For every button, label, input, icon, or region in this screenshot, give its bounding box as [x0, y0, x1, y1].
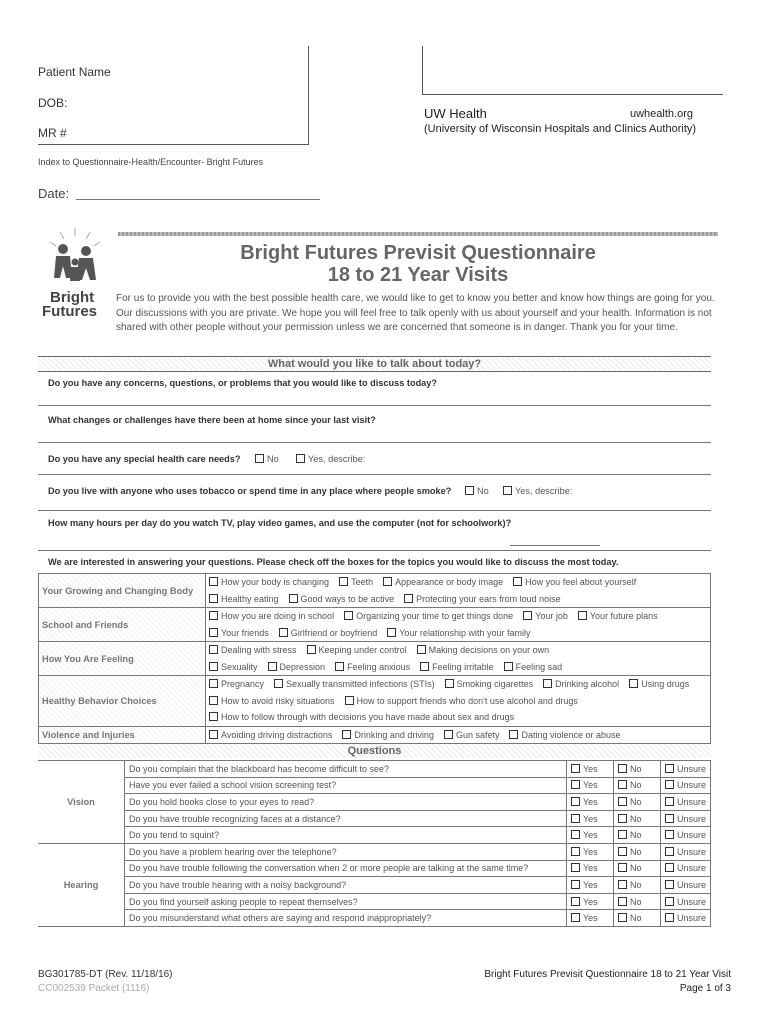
answer-label: Yes [582, 913, 598, 924]
topic-option-label: Sexuality [221, 661, 258, 672]
checkbox-icon[interactable] [296, 454, 305, 463]
topic-option-label: Dealing with stress [221, 645, 297, 655]
answer-option[interactable] [566, 777, 613, 794]
question-concerns: Do you have any concerns, questions, or problems that you would like to discuss today? [48, 378, 438, 388]
checkbox-icon[interactable] [209, 696, 218, 705]
patient-name-label: Patient Name [38, 65, 111, 79]
topic-option-label: Feeling sad [515, 661, 563, 672]
answer-label: No [629, 796, 642, 807]
topic-row [39, 726, 711, 744]
answer-label: Unsure [676, 896, 706, 907]
topic-options [206, 608, 711, 642]
answer-label: Unsure [676, 863, 706, 874]
topic-option[interactable] [209, 645, 297, 655]
answer-option[interactable] [613, 794, 660, 811]
answer-label: Yes [582, 813, 598, 824]
topic-option[interactable] [289, 594, 395, 604]
topic-options [206, 574, 711, 608]
topic-option-label: Teeth [351, 577, 374, 587]
checkbox-icon[interactable] [345, 696, 354, 705]
checkbox-icon[interactable] [665, 780, 674, 789]
checkbox-icon[interactable] [335, 662, 344, 671]
checkbox-icon[interactable] [571, 764, 580, 773]
topic-option-label: Your future plans [589, 611, 658, 621]
topic-option-label: Appearance or body image [395, 577, 504, 587]
answer-label: Yes [582, 763, 598, 774]
topic-line [209, 625, 707, 642]
answer-label: No [629, 780, 642, 791]
question-screen-time: How many hours per day do you watch TV, play video games, and use the computer (not for schoolwork)? [48, 518, 512, 528]
topic-option-label: Your friends [221, 627, 269, 638]
answer-label: No [629, 896, 642, 907]
topic-option[interactable] [274, 679, 435, 689]
checkbox-icon[interactable] [571, 897, 580, 906]
answer-label: Yes [582, 846, 598, 857]
checkbox-icon[interactable] [665, 880, 674, 889]
mr-label: MR # [38, 126, 67, 140]
answer-label: Unsure [676, 913, 706, 924]
topic-option-label: How your body is changing [221, 577, 330, 587]
special-needs-no-label: No [267, 454, 279, 464]
question-row [38, 794, 711, 811]
topic-category: Your Growing and Changing Body [39, 574, 206, 608]
checkbox-icon[interactable] [578, 611, 587, 620]
topic-option-label: How you feel about yourself [525, 577, 637, 587]
answer-option[interactable] [613, 761, 660, 778]
answer-option[interactable] [613, 843, 660, 860]
checkbox-icon[interactable] [444, 730, 453, 739]
checkbox-icon[interactable] [618, 830, 627, 839]
topics-table [38, 573, 711, 744]
topic-line [209, 676, 707, 693]
logo-text-line2: Futures [42, 303, 98, 320]
answer-option[interactable] [566, 810, 613, 827]
answer-option[interactable] [566, 843, 613, 860]
answer-option[interactable] [566, 794, 613, 811]
topic-option[interactable] [509, 730, 620, 740]
checkbox-icon[interactable] [209, 628, 218, 637]
checkbox-icon[interactable] [387, 628, 396, 637]
answer-label: No [629, 846, 642, 857]
topic-option-label: Using drugs [641, 679, 690, 689]
question-home-changes: What changes or challenges have there been at home since your last visit? [48, 415, 376, 425]
checkbox-icon[interactable] [618, 764, 627, 773]
logo-text-line1: Bright [50, 289, 95, 306]
checkbox-icon[interactable] [665, 913, 674, 922]
topic-option[interactable] [345, 696, 578, 706]
screen-time-field[interactable] [510, 545, 600, 546]
answer-label: Unsure [676, 879, 706, 890]
topic-category: How You Are Feeling [39, 642, 206, 676]
question-text: Do you have a problem hearing over the telephone? [125, 843, 567, 860]
checkbox-icon[interactable] [509, 730, 518, 739]
topic-option-label: Your job [535, 611, 568, 621]
topic-option[interactable] [383, 577, 503, 587]
topic-option[interactable] [307, 645, 407, 655]
checkbox-icon[interactable] [571, 780, 580, 789]
questions-heading: Questions [38, 744, 711, 758]
topic-row [39, 676, 711, 727]
org-name: UW Health [424, 106, 487, 121]
topic-option[interactable] [404, 594, 561, 604]
answer-option[interactable] [613, 777, 660, 794]
topic-option[interactable] [543, 679, 619, 689]
topic-line [209, 693, 707, 710]
page-number: Page 1 of 3 [679, 983, 731, 994]
checkbox-icon[interactable] [465, 486, 474, 495]
answer-label: Yes [582, 863, 598, 874]
topic-option-label: Sexually transmitted infections (STIs) [286, 679, 435, 689]
checkbox-icon[interactable] [404, 594, 413, 603]
topic-option-label: Smoking cigarettes [456, 679, 534, 689]
answer-option[interactable] [660, 777, 710, 794]
checkbox-icon[interactable] [665, 814, 674, 823]
checkbox-icon[interactable] [417, 645, 426, 654]
answer-label: No [629, 830, 642, 841]
answer-option[interactable] [613, 810, 660, 827]
question-row [38, 910, 711, 927]
topic-line [209, 591, 707, 608]
topic-option-label: Feeling anxious [347, 661, 411, 672]
topic-option-label: Avoiding driving distractions [221, 729, 333, 740]
checkbox-icon[interactable] [571, 863, 580, 872]
topic-option[interactable] [209, 696, 335, 706]
question-category: Vision [38, 761, 125, 844]
topic-option[interactable] [445, 679, 534, 689]
checkbox-icon[interactable] [571, 814, 580, 823]
org-box [422, 46, 723, 95]
answer-option[interactable] [660, 877, 710, 894]
footer-title: Bright Futures Previsit Questionnaire 18 to 21 Year Visit [484, 969, 731, 980]
question-text: Do you hold books close to your eyes to read? [125, 794, 567, 811]
topic-options [206, 642, 711, 676]
checkbox-icon[interactable] [571, 830, 580, 839]
family-icon [42, 226, 108, 286]
topic-option[interactable] [209, 594, 279, 604]
answer-option[interactable] [613, 877, 660, 894]
topic-line [209, 727, 707, 744]
question-text: Do you have trouble hearing with a noisy background? [125, 877, 567, 894]
topic-option[interactable] [444, 730, 500, 740]
question-row [38, 810, 711, 827]
patient-info-box [38, 46, 309, 145]
topic-option[interactable] [209, 628, 269, 638]
topic-option[interactable] [344, 611, 513, 621]
topic-option-label: Healthy eating [221, 593, 279, 604]
checkbox-icon[interactable] [209, 712, 218, 721]
checkbox-icon[interactable] [209, 679, 218, 688]
topic-option-label: How to avoid risky situations [221, 695, 335, 706]
answer-label: No [629, 863, 642, 874]
question-text: Do you find yourself asking people to repeat themselves? [125, 893, 567, 910]
question-row [38, 827, 711, 844]
screen-time-line [38, 550, 711, 551]
question-row [38, 761, 711, 778]
answer-label: Unsure [676, 780, 706, 791]
special-needs-yes-label: Yes, describe: [308, 454, 366, 464]
question-text: Do you tend to squint? [125, 827, 567, 844]
checkbox-icon[interactable] [209, 594, 218, 603]
checkbox-icon[interactable] [513, 577, 522, 586]
checkbox-icon[interactable] [307, 645, 316, 654]
special-needs-line[interactable] [38, 474, 711, 475]
question-special-needs: Do you have any special health care needs? [48, 454, 241, 464]
checkbox-icon[interactable] [543, 679, 552, 688]
intro-text [116, 292, 726, 336]
checkbox-icon[interactable] [665, 847, 674, 856]
topic-option-label: Drinking alcohol [555, 679, 620, 689]
topic-option[interactable] [209, 679, 264, 689]
topic-line [209, 709, 707, 726]
question-text: Have you ever failed a school vision screening test? [125, 777, 567, 794]
checkbox-icon[interactable] [571, 913, 580, 922]
checkbox-icon[interactable] [618, 780, 627, 789]
answer-label: Yes [582, 896, 598, 907]
question-text: Do you complain that the blackboard has become difficult to see? [125, 761, 567, 778]
checkbox-icon[interactable] [618, 814, 627, 823]
topic-option[interactable] [342, 730, 434, 740]
question-text: Do you have trouble recognizing faces at a distance? [125, 810, 567, 827]
topic-category: Healthy Behavior Choices [39, 676, 206, 727]
answer-label: Yes [582, 796, 598, 807]
special-needs-yes[interactable] [296, 454, 365, 464]
answer-option[interactable] [613, 910, 660, 927]
answer-option[interactable] [566, 910, 613, 927]
answer-label: Unsure [676, 813, 706, 824]
checkbox-icon[interactable] [342, 730, 351, 739]
topic-option-label: Pregnancy [221, 679, 265, 689]
checkbox-icon[interactable] [420, 662, 429, 671]
question-text: Do you have trouble following the conversation when 2 or more people are talking at the same time? [125, 860, 567, 877]
question-category: Hearing [38, 843, 125, 926]
checkbox-icon[interactable] [339, 577, 348, 586]
answer-option[interactable] [566, 893, 613, 910]
topic-option-label: Organizing your time to get things done [356, 611, 514, 621]
checkbox-icon[interactable] [255, 454, 264, 463]
tobacco-no[interactable] [465, 486, 489, 496]
question-row [38, 860, 711, 877]
topic-option[interactable] [209, 577, 329, 587]
form-title: Bright Futures Previsit Questionnaire [240, 242, 596, 264]
checkbox-icon[interactable] [209, 645, 218, 654]
checkbox-icon[interactable] [344, 611, 353, 620]
checkbox-icon[interactable] [268, 662, 277, 671]
intro-line-1: For us to provide you with the best possible health care, we would like to get to know you better and know how things are going for you. [116, 293, 715, 304]
topic-option[interactable] [523, 611, 568, 621]
checkbox-icon[interactable] [209, 577, 218, 586]
topic-option[interactable] [420, 662, 494, 672]
topic-category: School and Friends [39, 608, 206, 642]
answer-option[interactable] [660, 794, 710, 811]
topic-option-label: Protecting your ears from loud noise [416, 593, 561, 604]
topic-option-label: How to support friends who don't use alcohol and drugs [356, 695, 578, 706]
question-row [38, 893, 711, 910]
topic-option-label: Your relationship with your family [399, 627, 531, 638]
topic-option-label: Gun safety [455, 729, 500, 740]
packet-code: CC002539 Packet (1116) [38, 983, 150, 994]
topic-option-label: Keeping under control [318, 645, 407, 655]
date-label: Date: [38, 186, 70, 201]
topic-option[interactable] [279, 628, 378, 638]
answer-option[interactable] [660, 761, 710, 778]
topic-option-label: Depression [279, 661, 326, 672]
topic-row [39, 574, 711, 608]
checkbox-icon[interactable] [279, 628, 288, 637]
checkbox-icon[interactable] [523, 611, 532, 620]
answer-label: Unsure [676, 830, 706, 841]
topic-option[interactable] [339, 577, 373, 587]
topic-option[interactable] [209, 712, 514, 722]
question-row [38, 777, 711, 794]
answer-option[interactable] [660, 810, 710, 827]
checkbox-icon[interactable] [665, 764, 674, 773]
topic-option-label: Girlfriend or boyfriend [290, 627, 378, 638]
question-row [38, 877, 711, 894]
talk-section-heading: What would you like to talk about today? [38, 356, 711, 372]
topic-option[interactable] [335, 662, 410, 672]
answer-option[interactable] [660, 860, 710, 877]
special-needs-no[interactable] [255, 454, 279, 464]
topic-option-label: Making decisions on your own [428, 645, 550, 655]
dob-label: DOB: [38, 96, 68, 110]
checkbox-icon[interactable] [665, 897, 674, 906]
screening-questions-table [38, 760, 711, 927]
topic-line [209, 608, 707, 625]
intro-line-2: Our discussions with you are private. We hope you will feel free to talk openly with us about yourself and your health. Information is not [116, 307, 712, 319]
checkbox-icon[interactable] [571, 847, 580, 856]
answer-label: Yes [582, 830, 598, 841]
topic-option[interactable] [417, 645, 550, 655]
topic-line [209, 642, 707, 659]
checkbox-icon[interactable] [665, 863, 674, 872]
form-subtitle: 18 to 21 Year Visits [327, 264, 509, 286]
tobacco-no-label: No [477, 486, 489, 496]
checkbox-icon[interactable] [209, 611, 218, 620]
checkbox-icon[interactable] [503, 486, 512, 495]
answer-label: No [629, 913, 642, 924]
tobacco-yes-label: Yes, describe: [515, 486, 573, 496]
answer-option[interactable] [613, 893, 660, 910]
checkbox-icon[interactable] [209, 730, 218, 739]
checkbox-icon[interactable] [209, 662, 218, 671]
answer-option[interactable] [613, 827, 660, 844]
answer-option[interactable] [613, 860, 660, 877]
home-changes-answer-line[interactable] [38, 442, 711, 443]
checkbox-icon[interactable] [571, 880, 580, 889]
topic-option-label: How you are doing in school [221, 611, 335, 621]
answer-option[interactable] [566, 860, 613, 877]
checkbox-icon[interactable] [618, 797, 627, 806]
date-field[interactable] [76, 199, 320, 200]
concerns-answer-line[interactable] [38, 405, 711, 406]
checkbox-icon[interactable] [665, 797, 674, 806]
answer-option[interactable] [660, 910, 710, 927]
checkbox-icon[interactable] [629, 679, 638, 688]
topic-option-label: Drinking and driving [354, 729, 434, 740]
checkbox-icon[interactable] [504, 662, 513, 671]
topic-option[interactable] [268, 662, 326, 672]
topic-options [206, 726, 711, 744]
topic-line [209, 574, 707, 591]
intro-line-3: shared with other people without your permission unless we are concerned that someone is in danger. Thank you for your time. [116, 322, 678, 333]
topic-row [39, 642, 711, 676]
topics-instruction: We are interested in answering your questions. Please check off the boxes for the topics you would like to discuss the most today. [48, 557, 619, 567]
answer-label: No [629, 763, 642, 774]
title-bar [118, 232, 718, 236]
checkbox-icon[interactable] [618, 880, 627, 889]
topic-category: Violence and Injuries [39, 726, 206, 744]
org-url: uwhealth.org [630, 108, 693, 120]
topic-option-label: Good ways to be active [300, 593, 395, 604]
question-text: Do you misunderstand what others are saying and respond inappropriately? [125, 910, 567, 927]
checkbox-icon[interactable] [289, 594, 298, 603]
checkbox-icon[interactable] [274, 679, 283, 688]
question-tobacco: Do you live with anyone who uses tobacco or spend time in any place where people smoke? [48, 486, 452, 496]
topic-option-label: How to follow through with decisions you have made about sex and drugs [221, 712, 515, 722]
checkbox-icon[interactable] [665, 830, 674, 839]
topic-option[interactable] [209, 662, 258, 672]
tobacco-line[interactable] [38, 510, 711, 511]
checkbox-icon[interactable] [383, 577, 392, 586]
topic-option-label: Feeling irritable [432, 661, 494, 672]
topic-option[interactable] [629, 679, 689, 689]
checkbox-icon[interactable] [618, 913, 627, 922]
topic-option[interactable] [387, 628, 530, 638]
answer-option[interactable] [660, 843, 710, 860]
answer-option[interactable] [566, 877, 613, 894]
checkbox-icon[interactable] [571, 797, 580, 806]
answer-label: Unsure [676, 846, 706, 857]
topic-line [209, 659, 707, 676]
topic-row [39, 608, 711, 642]
question-row [38, 843, 711, 860]
answer-label: Yes [582, 879, 598, 890]
topic-option[interactable] [209, 611, 334, 621]
topic-option[interactable] [209, 730, 332, 740]
topic-option[interactable] [504, 662, 563, 672]
answer-label: Unsure [676, 763, 706, 774]
form-code: BG301785-DT (Rev. 11/18/16) [38, 969, 173, 980]
tobacco-yes[interactable] [503, 486, 572, 496]
index-text: Index to Questionnaire-Health/Encounter- Bright Futures [38, 157, 264, 167]
answer-option[interactable] [660, 893, 710, 910]
answer-label: No [629, 813, 642, 824]
topic-option[interactable] [578, 611, 658, 621]
answer-label: Yes [582, 780, 598, 791]
answer-option[interactable] [660, 827, 710, 844]
topic-option[interactable] [513, 577, 636, 587]
org-subtitle: (University of Wisconsin Hospitals and Clinics Authority) [424, 123, 697, 135]
topic-options [206, 676, 711, 727]
bright-futures-logo [42, 226, 108, 320]
answer-label: No [629, 879, 642, 890]
answer-label: Unsure [676, 796, 706, 807]
answer-option[interactable] [566, 827, 613, 844]
checkbox-icon[interactable] [445, 679, 454, 688]
topic-option-label: Dating violence or abuse [521, 729, 621, 740]
answer-option[interactable] [566, 761, 613, 778]
checkbox-icon[interactable] [618, 863, 627, 872]
checkbox-icon[interactable] [618, 897, 627, 906]
checkbox-icon[interactable] [618, 847, 627, 856]
